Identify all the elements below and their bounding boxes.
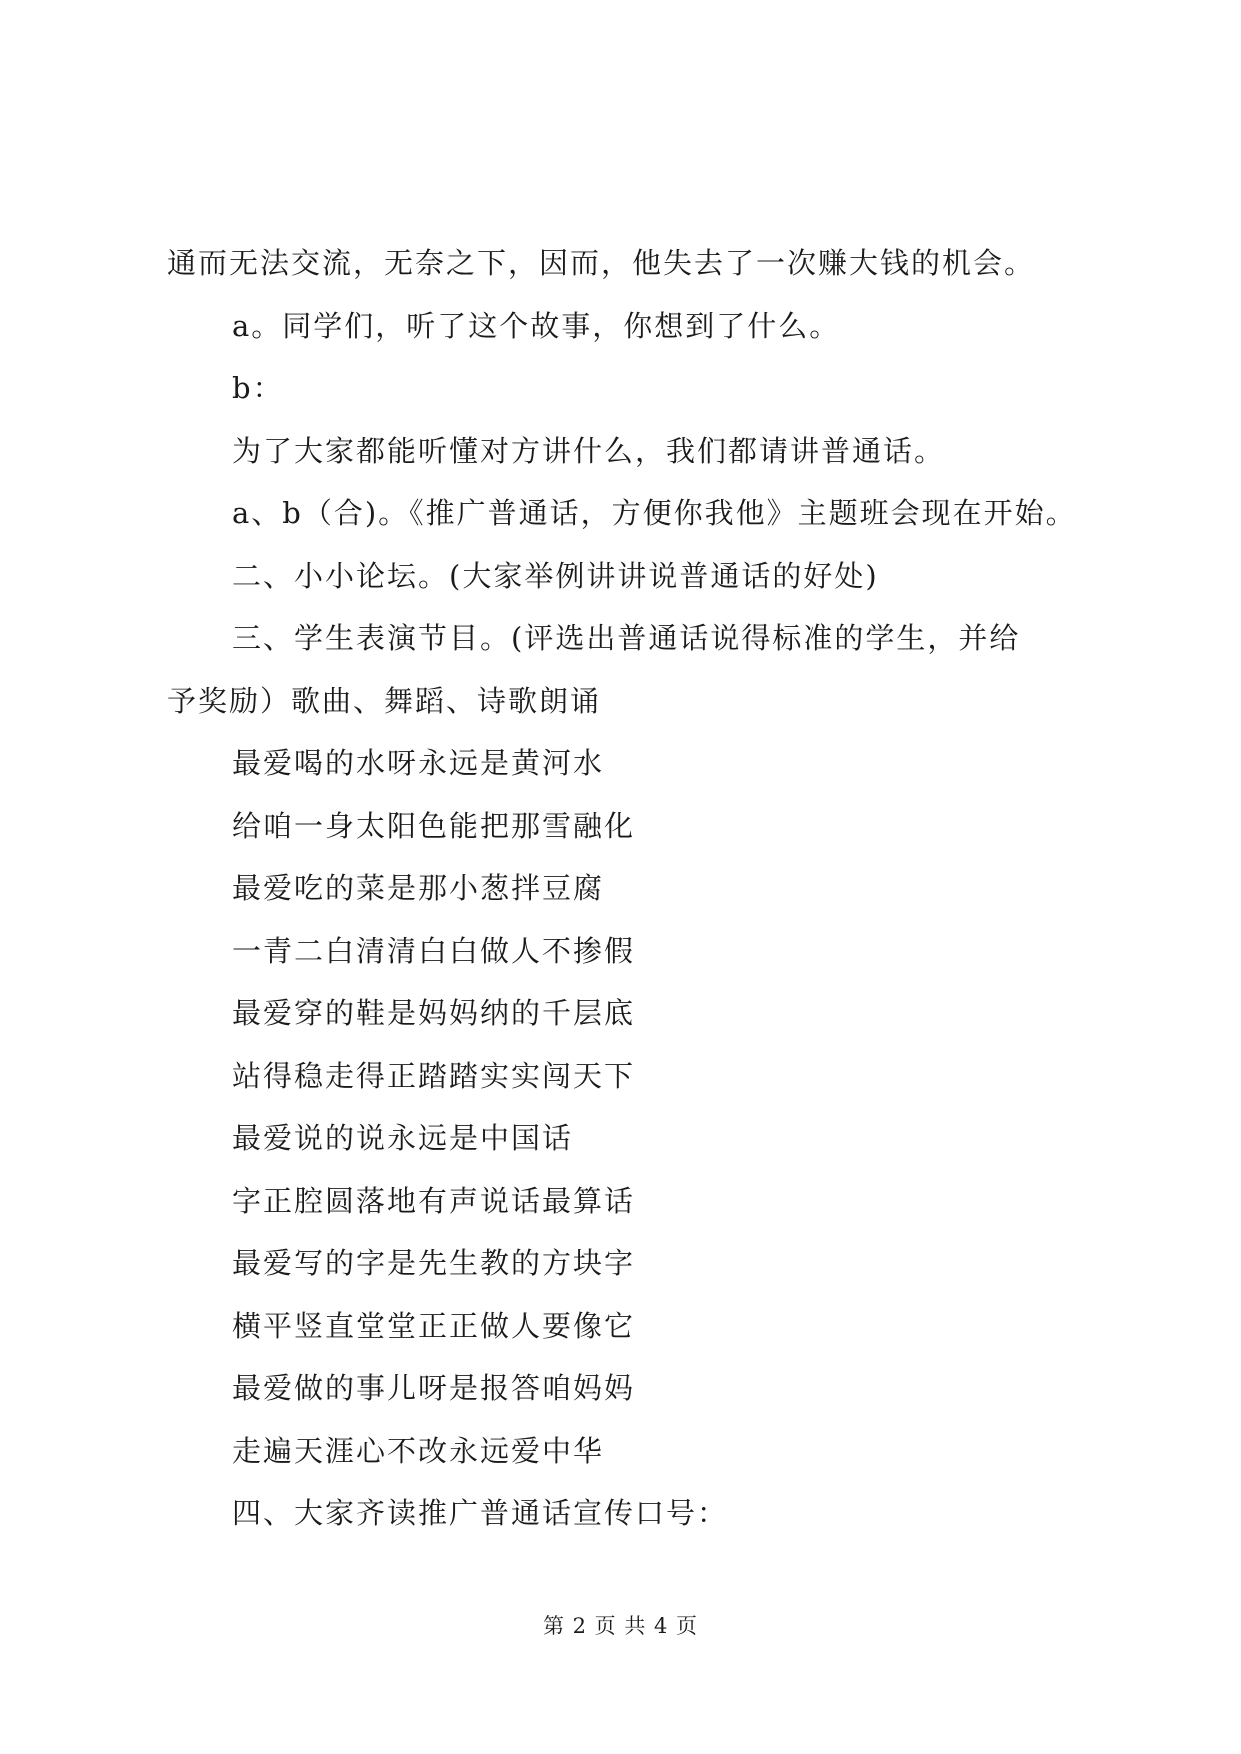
- lyric-line: 最爱做的事儿呀是报答咱妈妈: [232, 1371, 636, 1405]
- lyric-line: 最爱吃的菜是那小葱拌豆腐: [232, 871, 605, 905]
- section-heading-line: 四、大家齐读推广普通话宣传口号：: [232, 1496, 729, 1530]
- paragraph-line: 予奖励）歌曲、舞蹈、诗歌朗诵: [167, 683, 602, 718]
- paragraph-line: a。同学们，听了这个故事，你想到了什么。: [232, 308, 841, 343]
- lyric-line: 最爱喝的水呀永远是黄河水: [232, 746, 605, 780]
- lyric-line: 给咱一身太阳色能把那雪融化: [232, 808, 636, 843]
- document-body: [167, 232, 1097, 1545]
- section-heading-line: 二、小小论坛。(大家举例讲讲说普通话的好处): [232, 558, 879, 593]
- paragraph-line: a、b（合)。《推广普通话，方便你我他》主题班会现在开始。: [232, 496, 1077, 530]
- lyric-line: 字正腔圆落地有声说话最算话: [232, 1183, 636, 1218]
- paragraph-line: 通而无法交流，无奈之下，因而，他失去了一次赚大钱的机会。: [167, 246, 1036, 280]
- paragraph-line: 为了大家都能听懂对方讲什么，我们都请讲普通话。: [232, 433, 946, 468]
- lyric-line: 一青二白清清白白做人不掺假: [232, 933, 636, 968]
- lyric-line: 走遍天涯心不改永远爱中华: [232, 1433, 605, 1468]
- lyric-line: 最爱穿的鞋是妈妈纳的千层底: [232, 996, 636, 1030]
- section-heading-line: 三、学生表演节目。(评选出普通话说得标准的学生，并给: [232, 621, 1021, 655]
- page-number-footer: 第 2 页 共 4 页: [542, 1614, 699, 1638]
- lyric-line: 横平竖直堂堂正正做人要像它: [232, 1308, 636, 1343]
- lyric-line: 最爱说的说永远是中国话: [232, 1121, 574, 1155]
- lyric-line: 站得稳走得正踏踏实实闯天下: [232, 1058, 636, 1093]
- lyric-line: 最爱写的字是先生教的方块字: [232, 1246, 636, 1280]
- paragraph-line: b：: [232, 371, 284, 405]
